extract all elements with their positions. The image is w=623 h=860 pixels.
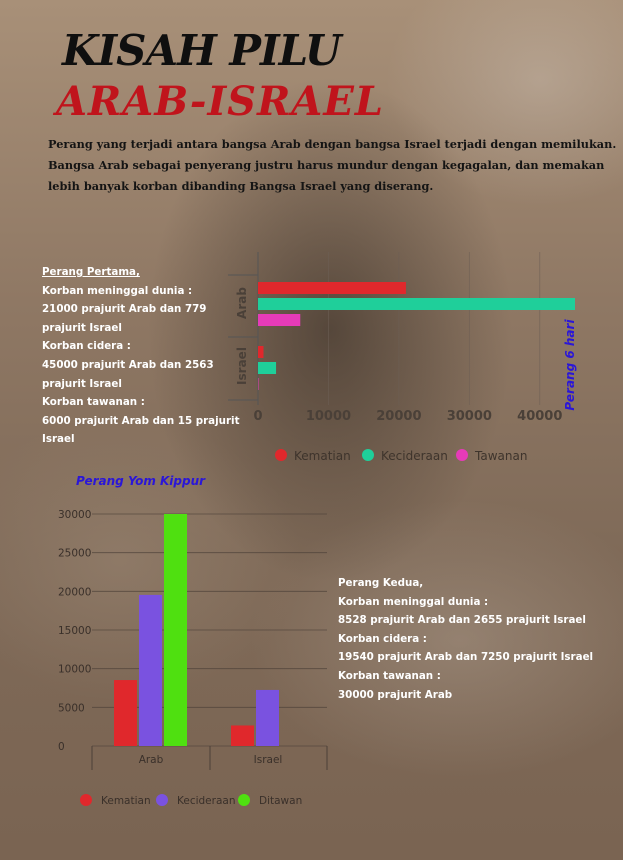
y-tick-label: 25000 [58, 547, 92, 560]
category-label: Arab [235, 287, 249, 319]
chart-title: Perang Yom Kippur [76, 474, 206, 488]
bar-kecideraan-israel [256, 690, 279, 746]
legend-marker [156, 794, 168, 806]
x-tick-label: 0 [253, 409, 263, 424]
title-line-1: KISAH PILU [62, 26, 341, 75]
x-tick-label: 30000 [446, 409, 492, 424]
y-tick-label: 0 [58, 741, 65, 753]
legend-label: Kematian [101, 795, 151, 807]
second-war-line: 8528 prajurit Arab dan 2655 prajurit Israel [338, 614, 586, 627]
second-war-line: Korban tawanan : [338, 669, 441, 682]
bar-kematian-arab [114, 680, 137, 746]
legend-label: Kecideraan [177, 795, 236, 807]
intro-line: Perang yang terjadi antara bangsa Arab dengan bangsa Israel terjadi dengan memilukan. [48, 137, 617, 151]
category-label: Israel [235, 347, 249, 385]
first-war-line: Korban tawanan : [42, 396, 145, 409]
y-tick-label: 15000 [58, 625, 92, 637]
bar-kematian-israel [231, 725, 254, 746]
legend-marker [238, 794, 250, 806]
x-tick-label: 20000 [376, 409, 422, 424]
second-war-line: 30000 prajurit Arab [338, 688, 453, 701]
chart-title: Perang 6 hari [563, 319, 577, 411]
first-war-line: Korban meninggal dunia : [42, 284, 193, 297]
first-war-line: Korban cidera : [42, 340, 131, 353]
category-label: Israel [253, 754, 283, 766]
x-tick-label: 10000 [305, 409, 352, 424]
bar-kecideraan-arab [139, 595, 162, 746]
first-war-line: Israel [42, 433, 75, 446]
title-line-2: ARAB-ISRAEL [56, 78, 384, 125]
second-war-heading: Perang Kedua, [338, 577, 424, 589]
legend-label: Kematian [294, 449, 351, 463]
first-war-line: prajurit Israel [42, 321, 122, 334]
second-war-line: 19540 prajurit Arab dan 7250 prajurit Israel [338, 651, 594, 664]
x-tick-label: 40000 [517, 409, 563, 424]
intro-line: lebih banyak korban dibanding Bangsa Israel yang diserang. [48, 179, 434, 193]
legend-label: Tawanan [475, 449, 528, 463]
y-tick-label: 10000 [58, 663, 92, 676]
y-tick-label: 20000 [58, 586, 92, 599]
first-war-heading: Perang Pertama, [42, 266, 140, 278]
legend-label: Ditawan [259, 795, 303, 807]
category-label: Arab [138, 754, 164, 766]
bar-ditawan-arab [164, 514, 187, 746]
first-war-line: 6000 prajurit Arab dan 15 prajurit [42, 414, 240, 427]
second-war-line: Korban cidera : [338, 632, 427, 645]
intro-line: Bangsa Arab sebagai penyerang justru harus mundur dengan kegagalan, dan memakan [48, 158, 605, 172]
second-war-line: Korban meninggal dunia : [338, 595, 489, 608]
first-war-line: prajurit Israel [42, 377, 122, 390]
legend-label: Kecideraan [381, 449, 448, 463]
legend-marker [80, 794, 92, 806]
first-war-line: 45000 prajurit Arab dan 2563 [42, 358, 214, 371]
y-tick-label: 30000 [58, 509, 92, 521]
first-war-line: 21000 prajurit Arab dan 779 [42, 303, 207, 316]
y-tick-label: 5000 [58, 702, 85, 715]
